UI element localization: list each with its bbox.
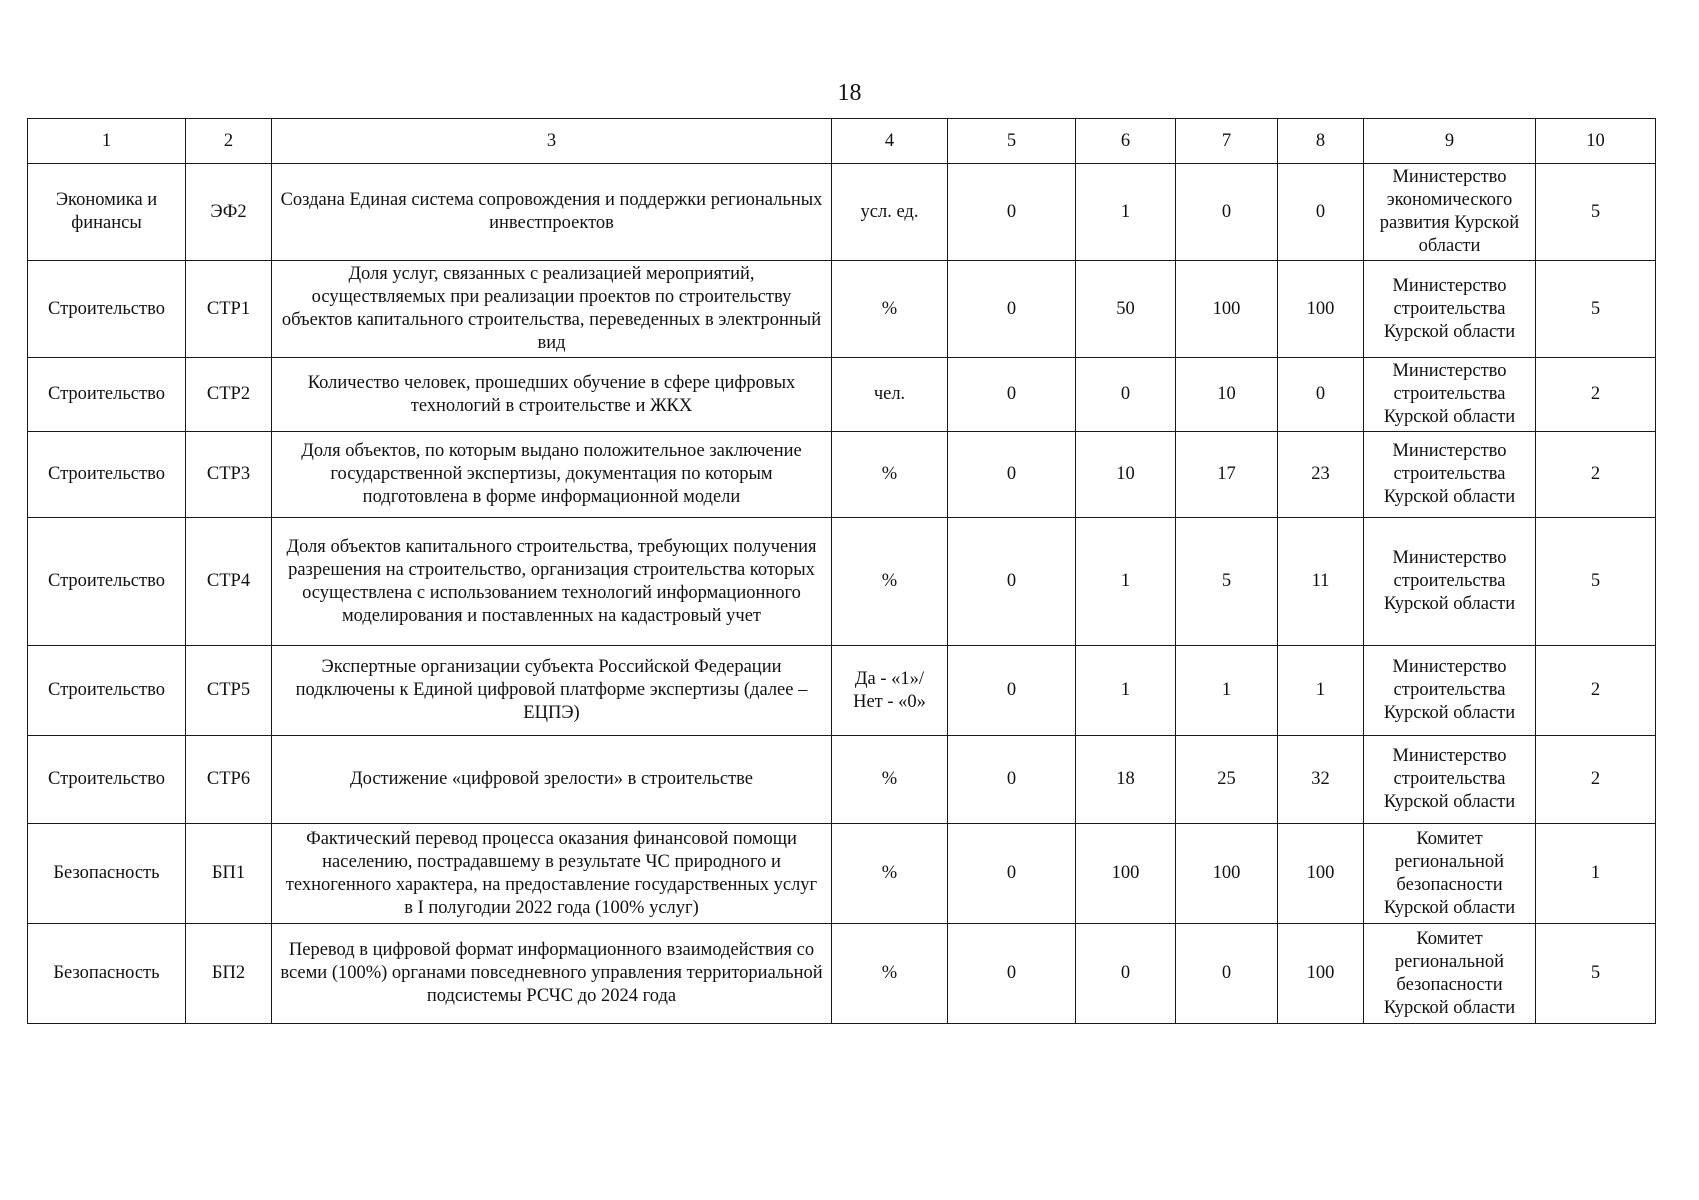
value-cell: 23: [1278, 432, 1364, 518]
value-cell: 0: [948, 646, 1076, 736]
unit-cell: Да - «1»/ Нет - «0»: [832, 646, 948, 736]
value-cell: 0: [948, 358, 1076, 432]
sector-cell: Безопасность: [28, 924, 186, 1024]
code-cell: БП1: [186, 824, 272, 924]
column-header: 3: [272, 119, 832, 164]
value-cell: 0: [948, 824, 1076, 924]
code-cell: СТР3: [186, 432, 272, 518]
table-row: [28, 646, 1656, 736]
sector-cell: Строительство: [28, 432, 186, 518]
unit-cell: %: [832, 736, 948, 824]
value-cell: 2: [1536, 358, 1656, 432]
table-row: [28, 924, 1656, 1024]
ministry-cell: Министерство строительства Курской области: [1364, 646, 1536, 736]
unit-cell: чел.: [832, 358, 948, 432]
page-number: 18: [837, 80, 862, 106]
value-cell: 0: [948, 261, 1076, 358]
code-cell: СТР5: [186, 646, 272, 736]
ministry-cell: Министерство экономического развития Курской области: [1364, 164, 1536, 261]
value-cell: 10: [1176, 358, 1278, 432]
description-cell: Экспертные организации субъекта Российской Федерации подключены к Единой цифровой платформе экспертизы (далее – ЕЦПЭ): [272, 646, 832, 736]
description-cell: Фактический перевод процесса оказания финансовой помощи населению, пострадавшему в результате ЧС природного и техногенного характера, на предоставление государственных услуг в I полугодии 2022 года (100% услуг): [272, 824, 832, 924]
value-cell: 5: [1176, 518, 1278, 646]
ministry-cell: Комитет региональной безопасности Курской области: [1364, 924, 1536, 1024]
value-cell: 5: [1536, 164, 1656, 261]
value-cell: 5: [1536, 518, 1656, 646]
description-cell: Доля объектов капитального строительства, требующих получения разрешения на строительство, организация строительства которых осуществлена с использованием технологий информационного моделирования и поставленных на кадастровый учет: [272, 518, 832, 646]
description-cell: Доля услуг, связанных с реализацией мероприятий, осуществляемых при реализации проектов по строительству объектов капитального строительства, переведенных в электронный вид: [272, 261, 832, 358]
table-row: [28, 518, 1656, 646]
value-cell: 0: [1076, 358, 1176, 432]
code-cell: БП2: [186, 924, 272, 1024]
value-cell: 100: [1176, 824, 1278, 924]
value-cell: 1: [1278, 646, 1364, 736]
value-cell: 0: [1176, 164, 1278, 261]
column-header: 1: [28, 119, 186, 164]
value-cell: 1: [1076, 164, 1176, 261]
ministry-cell: Министерство строительства Курской области: [1364, 518, 1536, 646]
value-cell: 100: [1176, 261, 1278, 358]
unit-cell: %: [832, 924, 948, 1024]
sector-cell: Строительство: [28, 646, 186, 736]
unit-cell: усл. ед.: [832, 164, 948, 261]
unit-cell: %: [832, 432, 948, 518]
unit-cell: %: [832, 261, 948, 358]
value-cell: 17: [1176, 432, 1278, 518]
sector-cell: Экономика и финансы: [28, 164, 186, 261]
sector-cell: Строительство: [28, 736, 186, 824]
value-cell: 0: [948, 164, 1076, 261]
value-cell: 0: [1278, 164, 1364, 261]
value-cell: 0: [1176, 924, 1278, 1024]
column-header: 7: [1176, 119, 1278, 164]
value-cell: 0: [948, 518, 1076, 646]
code-cell: СТР6: [186, 736, 272, 824]
column-header: 6: [1076, 119, 1176, 164]
indicators-table: [27, 118, 1656, 1024]
column-header: 2: [186, 119, 272, 164]
ministry-cell: Министерство строительства Курской области: [1364, 261, 1536, 358]
value-cell: 1: [1176, 646, 1278, 736]
table-row: [28, 432, 1656, 518]
value-cell: 100: [1076, 824, 1176, 924]
column-header: 4: [832, 119, 948, 164]
description-cell: Доля объектов, по которым выдано положительное заключение государственной экспертизы, документация по которым подготовлена в форме информационной модели: [272, 432, 832, 518]
value-cell: 100: [1278, 924, 1364, 1024]
value-cell: 0: [1278, 358, 1364, 432]
value-cell: 10: [1076, 432, 1176, 518]
sector-cell: Строительство: [28, 518, 186, 646]
table-row: [28, 358, 1656, 432]
value-cell: 18: [1076, 736, 1176, 824]
code-cell: СТР2: [186, 358, 272, 432]
value-cell: 11: [1278, 518, 1364, 646]
ministry-cell: Комитет региональной безопасности Курской области: [1364, 824, 1536, 924]
column-header: 9: [1364, 119, 1536, 164]
code-cell: СТР1: [186, 261, 272, 358]
value-cell: 2: [1536, 432, 1656, 518]
value-cell: 0: [948, 736, 1076, 824]
value-cell: 0: [1076, 924, 1176, 1024]
sector-cell: Строительство: [28, 261, 186, 358]
description-cell: Создана Единая система сопровождения и поддержки региональных инвестпроектов: [272, 164, 832, 261]
table-row: [28, 736, 1656, 824]
description-cell: Количество человек, прошедших обучение в сфере цифровых технологий в строительстве и ЖКХ: [272, 358, 832, 432]
value-cell: 2: [1536, 646, 1656, 736]
value-cell: 32: [1278, 736, 1364, 824]
value-cell: 2: [1536, 736, 1656, 824]
column-header: 8: [1278, 119, 1364, 164]
sector-cell: Безопасность: [28, 824, 186, 924]
code-cell: ЭФ2: [186, 164, 272, 261]
header-row: [28, 119, 1656, 164]
column-header: 5: [948, 119, 1076, 164]
unit-cell: %: [832, 518, 948, 646]
table-row: [28, 824, 1656, 924]
description-cell: Перевод в цифровой формат информационного взаимодействия со всеми (100%) органами повседневного управления территориальной подсистемы РСЧС до 2024 года: [272, 924, 832, 1024]
value-cell: 0: [948, 924, 1076, 1024]
ministry-cell: Министерство строительства Курской области: [1364, 432, 1536, 518]
code-cell: СТР4: [186, 518, 272, 646]
description-cell: Достижение «цифровой зрелости» в строительстве: [272, 736, 832, 824]
table-row: [28, 164, 1656, 261]
value-cell: 1: [1076, 518, 1176, 646]
ministry-cell: Министерство строительства Курской области: [1364, 358, 1536, 432]
table-row: [28, 261, 1656, 358]
ministry-cell: Министерство строительства Курской области: [1364, 736, 1536, 824]
sector-cell: Строительство: [28, 358, 186, 432]
value-cell: 25: [1176, 736, 1278, 824]
column-header: 10: [1536, 119, 1656, 164]
value-cell: 50: [1076, 261, 1176, 358]
unit-cell: %: [832, 824, 948, 924]
value-cell: 100: [1278, 824, 1364, 924]
value-cell: 1: [1076, 646, 1176, 736]
value-cell: 5: [1536, 261, 1656, 358]
value-cell: 1: [1536, 824, 1656, 924]
value-cell: 5: [1536, 924, 1656, 1024]
value-cell: 0: [948, 432, 1076, 518]
value-cell: 100: [1278, 261, 1364, 358]
